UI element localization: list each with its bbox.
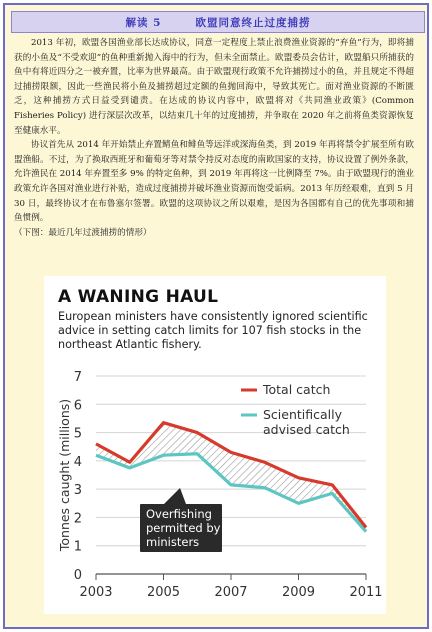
article-body [14, 36, 414, 240]
annotation-text: Overfishing [146, 507, 212, 521]
y-tick-label: 4 [73, 454, 82, 470]
x-tick-label: 2003 [79, 585, 113, 600]
figure-title: A WANING HAUL [58, 287, 219, 307]
y-tick-label: 0 [73, 568, 82, 583]
section-label: 解读 5 [125, 16, 162, 29]
y-tick-label: 5 [73, 426, 82, 442]
header-title: 欧盟同意终止过度捕捞 [195, 16, 311, 29]
y-tick-label: 6 [73, 398, 82, 414]
x-tick-label: 2005 [146, 585, 181, 600]
y-tick-label: 3 [73, 483, 82, 499]
y-axis-label: Tonnes caught (millions) [57, 398, 72, 552]
chart-figure [44, 276, 386, 614]
x-tick-label: 2009 [281, 585, 316, 600]
figure-subtitle: European ministers have consistently ignored scientific advice in setting catch limits for 107 fish stocks in the northeast Atlantic fishery. [58, 310, 368, 351]
legend-label: Total catch [263, 382, 331, 397]
legend-label: advised catch [263, 422, 350, 437]
y-tick-label: 7 [73, 370, 82, 385]
header-bar [11, 11, 425, 33]
annotation-text: ministers [146, 535, 200, 549]
x-tick-label: 2011 [349, 585, 383, 600]
y-tick-label: 2 [73, 511, 82, 527]
annotation-text: permitted by [146, 521, 221, 535]
annotation-pointer [164, 488, 186, 504]
overfishing-area [96, 423, 366, 532]
article-paragraph: 2013 年初，欧盟各国渔业部长达成协议，同意一定程度上禁止浪费渔业资源的“弃鱼”行为，即将捕获的小鱼及“不受欢迎”的鱼种重新抛入海中的行为，但未全面禁止。欧盟委员会估计，欧盟船只所捕获的鱼中有将近四分之一被弃置，比率为世界最高。由于欧盟现行政策不允许捕捞过小的鱼，并且规定不得超过捕捞限额，因此一些渔民将小鱼及捕捞超过定额的鱼抛回海中，导致其死亡。面对渔业资源的不断匮乏，这种捕捞方式日益受到谴责。在达成的协议内容中，欧盟将对《共同渔业政策》(Common Fisheries Policy) 进行深层次改革，以结束几十年的过度捕捞，并争取在 2020 年之前将鱼类资源恢复至健康水平。 [14, 38, 414, 136]
figure-caption: （下图：最近几年过渡捕捞的情形） [14, 227, 152, 238]
legend-label: Scientifically [263, 407, 343, 422]
y-tick-label: 1 [73, 539, 82, 555]
x-tick-label: 2007 [214, 585, 248, 600]
article-paragraph: 协议首先从 2014 年开始禁止弃置鲭鱼和鲱鱼等远洋或深海鱼类，到 2019 年再将禁令扩展至所有欧盟渔船。不过，为了换取西班牙和葡萄牙等对禁令持反对态度的南欧国家的支持，协议设置了例外条款，允许渔民在 2014 年弃置至多 9% 的特定鱼种，到 2019 年再将这一比例降至 7%。由于欧盟现行的渔业政策允许各国对渔业进行补贴，造成过度捕捞并破坏渔业资源而饱受诟病。2013 年历经艰难，直到 5 月 30 日，最终协议才在布鲁塞尔签署。欧盟的这项协议之所以艰难，是因为各国都有自己的优先事项和捕鱼惯例。 [14, 140, 414, 224]
